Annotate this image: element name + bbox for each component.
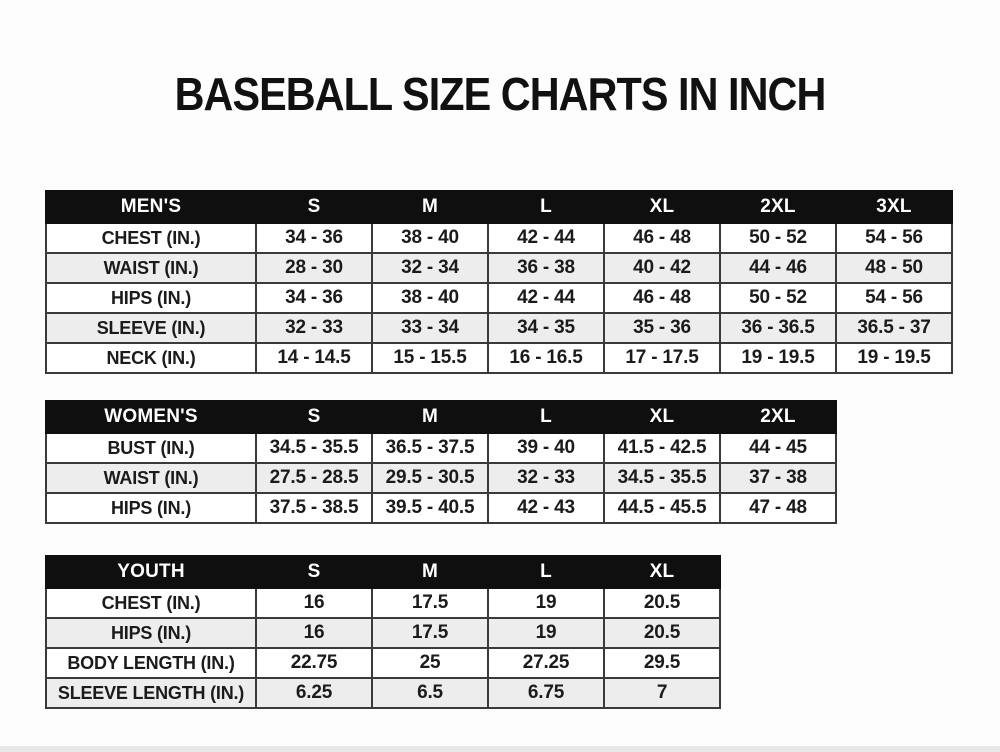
size-value-cell: 46 - 48 <box>604 223 720 253</box>
size-column-header: M <box>372 556 488 588</box>
size-value-cell: 16 <box>256 588 372 618</box>
measurement-label: SLEEVE (IN.) <box>46 313 256 343</box>
table-row <box>46 463 836 493</box>
size-value-cell: 54 - 56 <box>836 283 952 313</box>
measurement-label: BODY LENGTH (IN.) <box>46 648 256 678</box>
size-column-header: XL <box>604 556 720 588</box>
size-value-cell: 48 - 50 <box>836 253 952 283</box>
scan-edge-artifact <box>0 746 1000 752</box>
size-column-header: 2XL <box>720 191 836 223</box>
size-value-cell: 36 - 38 <box>488 253 604 283</box>
measurement-label: WAIST (IN.) <box>46 253 256 283</box>
measurement-label: CHEST (IN.) <box>46 223 256 253</box>
size-value-cell: 50 - 52 <box>720 223 836 253</box>
size-value-cell: 6.25 <box>256 678 372 708</box>
size-column-header: 3XL <box>836 191 952 223</box>
mens-size-chart <box>45 190 953 374</box>
size-value-cell: 19 - 19.5 <box>720 343 836 373</box>
size-column-header: S <box>256 401 372 433</box>
size-value-cell: 28 - 30 <box>256 253 372 283</box>
measurement-label: HIPS (IN.) <box>46 618 256 648</box>
size-column-header: S <box>256 191 372 223</box>
table-category-header: WOMEN'S <box>46 401 256 433</box>
size-value-cell: 29.5 <box>604 648 720 678</box>
size-value-cell: 37 - 38 <box>720 463 836 493</box>
table-category-header: YOUTH <box>46 556 256 588</box>
measurement-label: SLEEVE LENGTH (IN.) <box>46 678 256 708</box>
size-value-cell: 42 - 44 <box>488 223 604 253</box>
size-value-cell: 44.5 - 45.5 <box>604 493 720 523</box>
size-value-cell: 42 - 43 <box>488 493 604 523</box>
size-column-header: 2XL <box>720 401 836 433</box>
size-value-cell: 46 - 48 <box>604 283 720 313</box>
size-value-cell: 20.5 <box>604 588 720 618</box>
table-row <box>46 283 952 313</box>
size-value-cell: 19 - 19.5 <box>836 343 952 373</box>
size-column-header: XL <box>604 401 720 433</box>
table-category-header: MEN'S <box>46 191 256 223</box>
size-value-cell: 41.5 - 42.5 <box>604 433 720 463</box>
size-value-cell: 35 - 36 <box>604 313 720 343</box>
size-value-cell: 34 - 36 <box>256 283 372 313</box>
size-value-cell: 36 - 36.5 <box>720 313 836 343</box>
size-value-cell: 32 - 33 <box>488 463 604 493</box>
size-value-cell: 42 - 44 <box>488 283 604 313</box>
size-column-header: L <box>488 556 604 588</box>
size-value-cell: 44 - 46 <box>720 253 836 283</box>
size-value-cell: 36.5 - 37 <box>836 313 952 343</box>
size-value-cell: 32 - 34 <box>372 253 488 283</box>
measurement-label: BUST (IN.) <box>46 433 256 463</box>
size-value-cell: 16 - 16.5 <box>488 343 604 373</box>
table-row <box>46 223 952 253</box>
size-value-cell: 7 <box>604 678 720 708</box>
table-row <box>46 648 720 678</box>
size-value-cell: 15 - 15.5 <box>372 343 488 373</box>
measurement-label: HIPS (IN.) <box>46 283 256 313</box>
youth-size-chart <box>45 555 721 709</box>
size-column-header: M <box>372 191 488 223</box>
size-value-cell: 34.5 - 35.5 <box>256 433 372 463</box>
size-value-cell: 17.5 <box>372 588 488 618</box>
size-value-cell: 20.5 <box>604 618 720 648</box>
size-value-cell: 34 - 36 <box>256 223 372 253</box>
size-value-cell: 27.25 <box>488 648 604 678</box>
size-value-cell: 33 - 34 <box>372 313 488 343</box>
size-value-cell: 44 - 45 <box>720 433 836 463</box>
size-value-cell: 25 <box>372 648 488 678</box>
table-row <box>46 678 720 708</box>
size-value-cell: 36.5 - 37.5 <box>372 433 488 463</box>
size-value-cell: 39 - 40 <box>488 433 604 463</box>
table-row <box>46 343 952 373</box>
size-value-cell: 6.5 <box>372 678 488 708</box>
size-value-cell: 19 <box>488 588 604 618</box>
mens-size-table <box>45 190 953 374</box>
size-value-cell: 27.5 - 28.5 <box>256 463 372 493</box>
size-column-header: XL <box>604 191 720 223</box>
size-value-cell: 38 - 40 <box>372 223 488 253</box>
table-row <box>46 433 836 463</box>
table-row <box>46 313 952 343</box>
size-column-header: S <box>256 556 372 588</box>
table-row <box>46 588 720 618</box>
size-value-cell: 38 - 40 <box>372 283 488 313</box>
womens-size-chart <box>45 400 837 524</box>
page-title: BASEBALL SIZE CHARTS IN INCH <box>174 68 826 121</box>
size-value-cell: 16 <box>256 618 372 648</box>
size-value-cell: 37.5 - 38.5 <box>256 493 372 523</box>
table-row <box>46 618 720 648</box>
size-value-cell: 47 - 48 <box>720 493 836 523</box>
size-value-cell: 40 - 42 <box>604 253 720 283</box>
size-value-cell: 34 - 35 <box>488 313 604 343</box>
size-value-cell: 50 - 52 <box>720 283 836 313</box>
size-column-header: L <box>488 191 604 223</box>
size-value-cell: 17 - 17.5 <box>604 343 720 373</box>
table-row <box>46 253 952 283</box>
size-value-cell: 19 <box>488 618 604 648</box>
size-value-cell: 39.5 - 40.5 <box>372 493 488 523</box>
measurement-label: CHEST (IN.) <box>46 588 256 618</box>
measurement-label: NECK (IN.) <box>46 343 256 373</box>
size-value-cell: 34.5 - 35.5 <box>604 463 720 493</box>
youth-size-table <box>45 555 721 709</box>
size-column-header: M <box>372 401 488 433</box>
womens-size-table <box>45 400 837 524</box>
size-column-header: L <box>488 401 604 433</box>
measurement-label: HIPS (IN.) <box>46 493 256 523</box>
table-row <box>46 493 836 523</box>
size-value-cell: 29.5 - 30.5 <box>372 463 488 493</box>
size-value-cell: 17.5 <box>372 618 488 648</box>
measurement-label: WAIST (IN.) <box>46 463 256 493</box>
size-value-cell: 32 - 33 <box>256 313 372 343</box>
size-value-cell: 6.75 <box>488 678 604 708</box>
size-value-cell: 14 - 14.5 <box>256 343 372 373</box>
size-value-cell: 22.75 <box>256 648 372 678</box>
size-value-cell: 54 - 56 <box>836 223 952 253</box>
